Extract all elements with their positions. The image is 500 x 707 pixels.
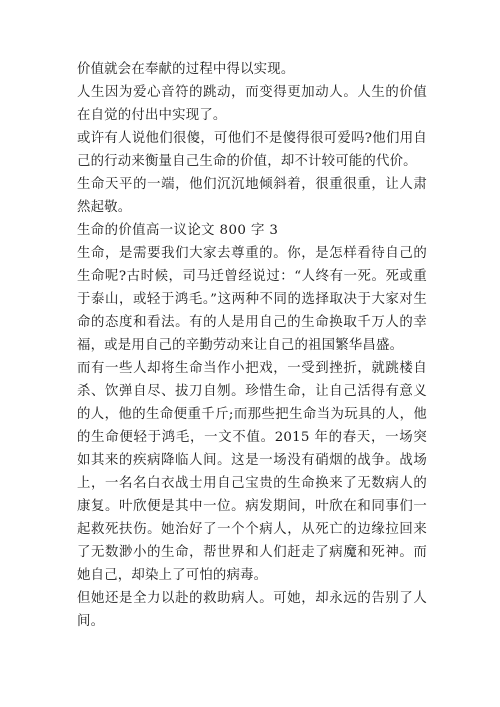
document-body bbox=[77, 58, 427, 633]
paragraph-2: 人生因为爱心音符的跳动，而变得更加动人。人生的价值在自觉的付出中实现了。 bbox=[77, 85, 427, 123]
paragraph-3: 或许有人说他们很傻，可他们不是傻得很可爱吗?他们用自己的行动来衡量自己生命的价值，却不计较可能的代价。 bbox=[77, 131, 427, 169]
paragraph-5: 生命，是需要我们大家去尊重的。你，是怎样看待自己的生命呢?古时候，司马迁曾经说过：“人终有一死。死或重于泰山，或轻于鸿毛。”这两种不同的选择取决于大家对生命的态度和看法。有的人是用自己的生命换取千万人的幸福，或是用自己的辛勤劳动来让自己的祖国繁华昌盛。 bbox=[77, 246, 427, 353]
paragraph-7: 但她还是全力以赴的救助病人。可她，却永远的告别了人间。 bbox=[77, 591, 427, 629]
paragraph-6: 而有一些人却将生命当作小把戏，一受到挫折，就跳楼自杀、饮弹自尽、拔刀自刎。珍惜生命，让自己活得有意义的人，他的生命便重千斤;而那些把生命当为玩具的人，他的生命便轻于鸿毛，一文不值。2015 年的春天，一场突如其来的疾病降临人间。这是一场没有硝烟的战争。战场上，一名名白衣战士用自己宝贵的生命换来了无数病人的康复。叶欣便是其中一位。病发期间，叶欣在和同事们一起救死扶伤。她治好了一个个病人，从死亡的边缘拉回来了无数渺小的生命，帮世界和人们赶走了病魔和死神。而她自己，却染上了可怕的病毒。 bbox=[77, 361, 427, 583]
paragraph-1: 价值就会在奉献的过程中得以实现。 bbox=[77, 62, 295, 77]
paragraph-4: 生命天平的一端，他们沉沉地倾斜着，很重很重，让人肃然起敬。 bbox=[77, 177, 427, 215]
section-heading: 生命的价值高一议论文 800 字 3 bbox=[77, 223, 279, 238]
